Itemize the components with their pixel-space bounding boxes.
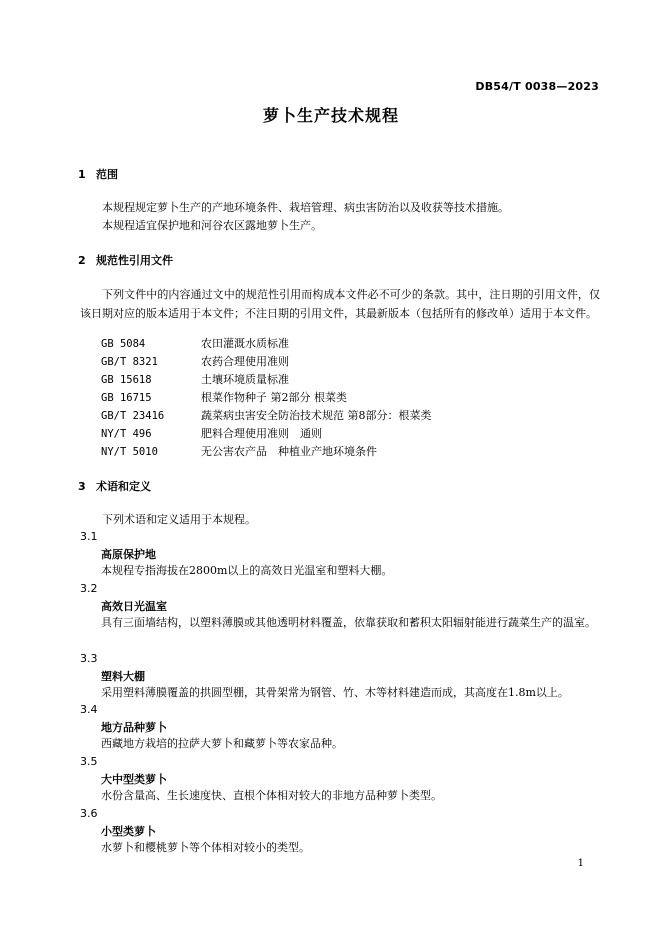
term-number: 3.3 [80, 652, 98, 665]
section-number: 2 [78, 254, 86, 267]
reference-item [101, 443, 377, 461]
reference-item [101, 371, 289, 389]
term-number: 3.4 [80, 703, 98, 716]
term-number: 3.2 [80, 582, 98, 595]
term-definition: 水萝卜和樱桃萝卜等个体相对较小的类型。 [101, 841, 310, 854]
reference-code: NY/T 496 [101, 428, 152, 440]
reference-item [101, 425, 322, 443]
references-intro: 下列文件中的内容通过文中的规范性引用而构成本文件必不可少的条款。其中，注日期的引用文件，仅该日期对应的版本适用于本文件；不注日期的引用文件，其最新版本（包括所有的修改单）适用于本文件。 [80, 288, 600, 320]
reference-item [101, 353, 289, 371]
term-definition: 水份含量高、生长速度快、直根个体相对较大的非地方品种萝卜类型。 [101, 789, 442, 802]
reference-title: 无公害农产品 种植业产地环境条件 [201, 445, 377, 458]
term-name: 大中型类萝卜 [101, 773, 167, 786]
terms-intro: 下列术语和定义适用于本规程。 [102, 513, 256, 526]
reference-title: 农田灌溉水质标准 [201, 337, 289, 350]
reference-code: GB 16715 [101, 392, 152, 404]
section-2-heading [78, 252, 173, 268]
section-number: 3 [78, 480, 86, 493]
section-1-heading [78, 166, 118, 182]
term-number: 3.5 [80, 755, 98, 768]
term-name: 塑料大棚 [101, 670, 145, 683]
reference-item [101, 389, 347, 407]
scope-paragraph-1: 本规程规定萝卜生产的产地环境条件、栽培管理、病虫害防治以及收获等技术措施。 [102, 201, 509, 214]
term-definition: 具有三面墙结构，以塑料薄膜或其他透明材料覆盖，依靠获取和蓄积太阳辐射能进行蔬菜生产的温室。 [101, 616, 596, 629]
section-title: 术语和定义 [96, 480, 151, 493]
standard-code: DB54/T 0038—2023 [475, 80, 599, 93]
term-number: 3.6 [80, 807, 98, 820]
term-definition: 西藏地方栽培的拉萨大萝卜和藏萝卜等农家品种。 [101, 737, 343, 750]
term-definition: 采用塑料薄膜覆盖的拱圆型棚，其骨架常为钢管、竹、木等材料建造而成，其高度在1.8m以上。 [101, 686, 569, 699]
reference-title: 土壤环境质量标准 [201, 373, 289, 386]
reference-code: GB 5084 [101, 338, 146, 350]
scope-paragraph-2: 本规程适宜保护地和河谷农区露地萝卜生产。 [102, 219, 322, 232]
reference-title: 农药合理使用准则 [201, 355, 289, 368]
reference-code: NY/T 5010 [101, 446, 158, 458]
section-title: 范围 [96, 168, 118, 181]
reference-title: 根菜作物种子 第2部分 根菜类 [201, 391, 347, 404]
reference-title: 蔬菜病虫害安全防治技术规范 第8部分：根菜类 [201, 409, 432, 422]
section-number: 1 [78, 168, 86, 181]
term-name: 地方品种萝卜 [101, 721, 167, 734]
term-number: 3.1 [80, 530, 98, 543]
term-name: 小型类萝卜 [101, 825, 156, 838]
reference-item [101, 335, 289, 353]
document-title: 萝卜生产技术规程 [262, 106, 399, 125]
reference-code: GB/T 23416 [101, 410, 165, 422]
reference-code: GB/T 8321 [101, 356, 158, 368]
page-number: 1 [577, 858, 584, 869]
section-title: 规范性引用文件 [96, 254, 173, 267]
reference-title: 肥料合理使用准则 通则 [201, 427, 322, 440]
term-name: 高效日光温室 [101, 600, 167, 613]
reference-code: GB 15618 [101, 374, 152, 386]
term-definition: 本规程专指海拔在2800m以上的高效日光温室和塑料大棚。 [101, 564, 393, 577]
reference-item [101, 407, 432, 425]
section-3-heading [78, 478, 151, 494]
term-name: 高原保护地 [101, 548, 156, 561]
